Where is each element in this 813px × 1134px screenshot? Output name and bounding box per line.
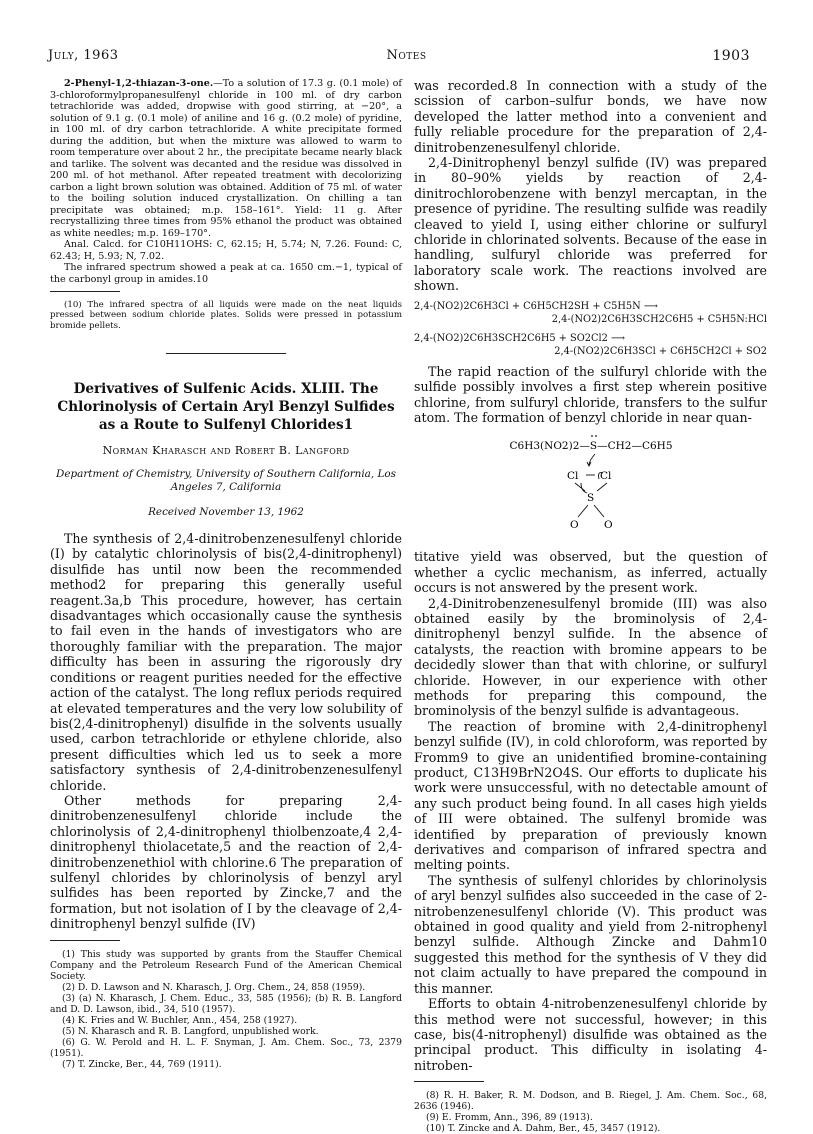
footnote: (7) T. Zincke, Ber., 44, 769 (1911). bbox=[62, 1058, 222, 1070]
body-paragraph: 2,4-Dinitrophenyl benzyl sulfide (IV) was prepared in 80–90% yields by reaction of 2,4-dinitrochlorobenzene with benzyl mercaptan, in the presence of pyridine. The resulting sulfide was readily cleaved to yield I, using either chlorine or sulfuryl chloride in chlorinated solvents. Because of the ease in handling, sulfuryl chloride was preferred for laboratory scale work. The reactions involved are shown. bbox=[414, 155, 767, 294]
previous-article-procedure-text: —To a solution of 17.3 g. (0.1 mole) of 3-chloroformylpropanesulfenyl chloride in 100 ml. of dry carbon tetrachloride was added, dropwise with good stirring, at −20°, a solution of 9.1 g. (0.1 mole) of aniline and 16 g. (0.2 mole) of pyridine, in 100 ml. of dry carbon tetrachloride. A white precipitate formed during the addition, but when the mixture was allowed to warm to room temperature over about 2 hr., the precipitate became nearly black and tarlike. The solvent was decanted and the residue was dissolved in 200 ml. of hot methanol. After repeated treatment with decolorizing carbon a light brown solution was obtained. Addition of 75 ml. of water to the boiling solution induced crystallization. On chilling a tan precipitate was obtained; m.p. 158–161°. Yield: 11 g. After recrystallizing three times from 95% ethanol the product was obtained as white needles; m.p. 169–170°. bbox=[50, 78, 402, 239]
footnote-rule bbox=[50, 291, 120, 292]
reaction-equation-1 bbox=[414, 300, 767, 326]
article-authors: Norman Kharasch and Robert B. Langford bbox=[102, 444, 350, 458]
chlorine-label: Cl bbox=[599, 470, 611, 483]
equation-line: 2,4-(NO2)2C6H3SCH2C6H5 + SO2Cl2 ⟶ bbox=[414, 332, 626, 344]
infrared-text: The infrared spectrum showed a peak at ca. 1650 cm.−1, typical of the carbonyl group in amides.10 bbox=[50, 262, 402, 285]
body-paragraph: Other methods for preparing 2,4-dinitrobenzenesulfenyl chloride include the chlorinolysis of 2,4-dinitrophenyl thiolbenzoate,4 2,4-dinitrophenyl thiolacetate,5 and the reaction of 2,4-dinitrobenzenethiol with chlorine.6 The preparation of sulfenyl chlorides by chlorinolysis of benzyl aryl sulfides has been reported by Zincke,7 and the formation, but not isolation of I by the cleavage of 2,4-dinitrophenyl benzyl sulfide (IV) bbox=[50, 792, 402, 932]
oxygen-label: O bbox=[569, 519, 579, 532]
footnotes-right bbox=[414, 1090, 767, 1134]
footnote: (1) This study was supported by grants from the Stauffer Chemical Company and the Petroleum Research Fund of the American Chemical Society. bbox=[50, 948, 402, 982]
article-separator bbox=[166, 353, 286, 354]
body-paragraph: The reaction of bromine with 2,4-dinitrophenyl benzyl sulfide (IV), in cold chloroform, was reported by Fromm9 to give an unidentified bromine-containing product, C13H9BrN2O4S. Our efforts to duplicate his work were unsuccessful, with no detectable amount of any such product being found. In all cases high yields of III were obtained. The sulfenyl bromide was identified by preparation of previously known derivatives and comparison of infrared spectra and melting points. bbox=[414, 718, 767, 873]
previous-article-procedure bbox=[50, 78, 402, 239]
received-date: Received November 13, 1962 bbox=[148, 505, 304, 518]
footnotes-left bbox=[50, 949, 402, 1070]
running-header-section: Notes bbox=[386, 48, 427, 63]
footnote: (5) N. Kharasch and R. B. Langford, unpublished work. bbox=[62, 1025, 319, 1037]
body-paragraph: titative yield was observed, but the question of whether a cyclic mechanism, as inferred, actually occurs is not answered by the present work. bbox=[414, 549, 767, 596]
page-number: 1903 bbox=[712, 48, 750, 64]
body-paragraph: The synthesis of sulfenyl chlorides by chlorinolysis of aryl benzyl sulfides also succeeded in the case of 2-nitrobenzenesulfenyl chloride (V). This product was obtained in good quality and yield from 2-nitrophenyl benzyl sulfide. Although Zincke and Dahm10 suggested this method for the synthesis of V they did not claim actually to have prepared the compound in this manner. bbox=[414, 872, 767, 996]
right-column bbox=[414, 78, 767, 1134]
chlorine-label: Cl bbox=[566, 470, 578, 483]
article-title: Derivatives of Sulfenic Acids. XLIII. The Chlorinolysis of Certain Aryl Benzyl Sulfides as a Route to Sulfenyl Chlorides1 bbox=[57, 381, 395, 434]
left-column bbox=[50, 78, 402, 1070]
body-paragraph: 2,4-Dinitrobenzenesulfenyl bromide (III) was also obtained easily by the brominolysis of 2,4-dinitrophenyl benzyl sulfide. In the absence of catalysts, the reaction with bromine appears to be decidedly slower than that with chlorine, or sulfuryl chloride. However, in our experience with other methods for preparing this compound, the brominolysis of the benzyl sulfide is advantageous. bbox=[414, 595, 767, 719]
footnote: (10) T. Zincke and A. Dahm, Ber., 45, 3457 (1912). bbox=[426, 1123, 661, 1134]
oxygen-label: O bbox=[603, 519, 613, 532]
body-paragraph: The rapid reaction of the sulfuryl chloride with the sulfide possibly involves a first step wherein positive chlorine, from sulfuryl chloride, transfers to the sulfur atom. The formation of benzyl chloride in near quan- bbox=[414, 363, 767, 425]
footnote: (6) G. W. Perold and H. L. F. Snyman, J. Am. Chem. Soc., 73, 2379 (1951). bbox=[50, 1036, 402, 1059]
reaction-equation-2 bbox=[414, 332, 767, 358]
footnote: (8) R. H. Baker, R. M. Dodson, and B. Riegel, J. Am. Chem. Soc., 68, 2636 (1946). bbox=[414, 1090, 767, 1113]
equation-line: 2,4-(NO2)2C6H3SCl + C6H5CH2Cl + SO2 bbox=[554, 345, 767, 357]
footnote-rule bbox=[414, 1081, 484, 1082]
equation-line: 2,4-(NO2)2C6H3SCH2C6H5 + C5H5N:HCl bbox=[551, 313, 767, 325]
body-paragraph: Efforts to obtain 4-nitrobenzenesulfenyl chloride by this method were not successful, however; in this case, bis(4-nitrophenyl) disulfide was obtained as the principal product. This difficulty in isolating 4-nitroben- bbox=[414, 996, 767, 1073]
footnote-rule bbox=[50, 940, 120, 941]
footnote: (3) (a) N. Kharasch, J. Chem. Educ., 33, 585 (1956); (b) R. B. Langford and D. D. Lawson, ibid., 34, 510 (1957). bbox=[50, 992, 402, 1015]
analysis-text: Anal. Calcd. for C10H11OHS: C, 62.15; H, 5.74; N, 7.26. Found: C, 62.43; H, 5.93; N, 7.02. bbox=[50, 239, 402, 262]
structure-formula: C6H3(NO2)2—S—CH2—C6H5 bbox=[508, 440, 673, 453]
body-paragraph: The synthesis of 2,4-dinitrobenzenesulfenyl chloride (I) by catalytic chlorinolysis of bis(2,4-dinitrophenyl) disulfide has until now been the recommended method2 for preparing this generally useful reagent.3a,b This procedure, however, has certain disadvantages which occasionally cause the synthesis to fail even in the hands of investigators who are thoroughly familiar with the preparation. The major difficulty has been in assuring the rigorously dry conditions or reagent purities needed for the effective action of the catalyst. The long reflux periods required at elevated temperatures and the very low solubility of bis(2,4-dinitrophenyl) disulfide in the solvents usually used, carbon tetrachloride or ethylene chloride, also present difficulties which led us to seek a more satisfactory synthesis of 2,4-dinitrobenzenesulfenyl chloride. bbox=[50, 531, 402, 793]
previous-article-compound-title: 2-Phenyl-1,2-thiazan-3-one. bbox=[64, 78, 214, 89]
mechanism-diagram bbox=[461, 431, 721, 541]
footnote: (4) K. Fries and W. Buchler, Ann., 454, 258 (1927). bbox=[62, 1014, 298, 1026]
mechanism-structure bbox=[414, 431, 767, 541]
running-header-date: July, 1963 bbox=[48, 48, 119, 63]
sulfur-label: S bbox=[586, 492, 594, 505]
equation-line: 2,4-(NO2)2C6H3Cl + C6H5CH2SH + C5H5N ⟶ bbox=[414, 300, 658, 312]
footnote: (9) E. Fromm, Ann., 396, 89 (1913). bbox=[426, 1112, 593, 1124]
article-affiliation: Department of Chemistry, University of Southern California, Los Angeles 7, California bbox=[56, 467, 396, 493]
body-paragraph: was recorded.8 In connection with a study of the scission of carbon–sulfur bonds, we have now developed the latter method into a convenient and fully reliable procedure for the preparation of 2,4-dinitrobenzenesulfenyl chloride. bbox=[414, 78, 767, 155]
footnote: (2) D. D. Lawson and N. Kharasch, J. Org. Chem., 24, 858 (1959). bbox=[62, 981, 366, 993]
footnote-10-prev: (10) The infrared spectra of all liquids were made on the neat liquids pressed between sodium chloride plates. Solids were pressed in potassium bromide pellets. bbox=[50, 300, 402, 331]
